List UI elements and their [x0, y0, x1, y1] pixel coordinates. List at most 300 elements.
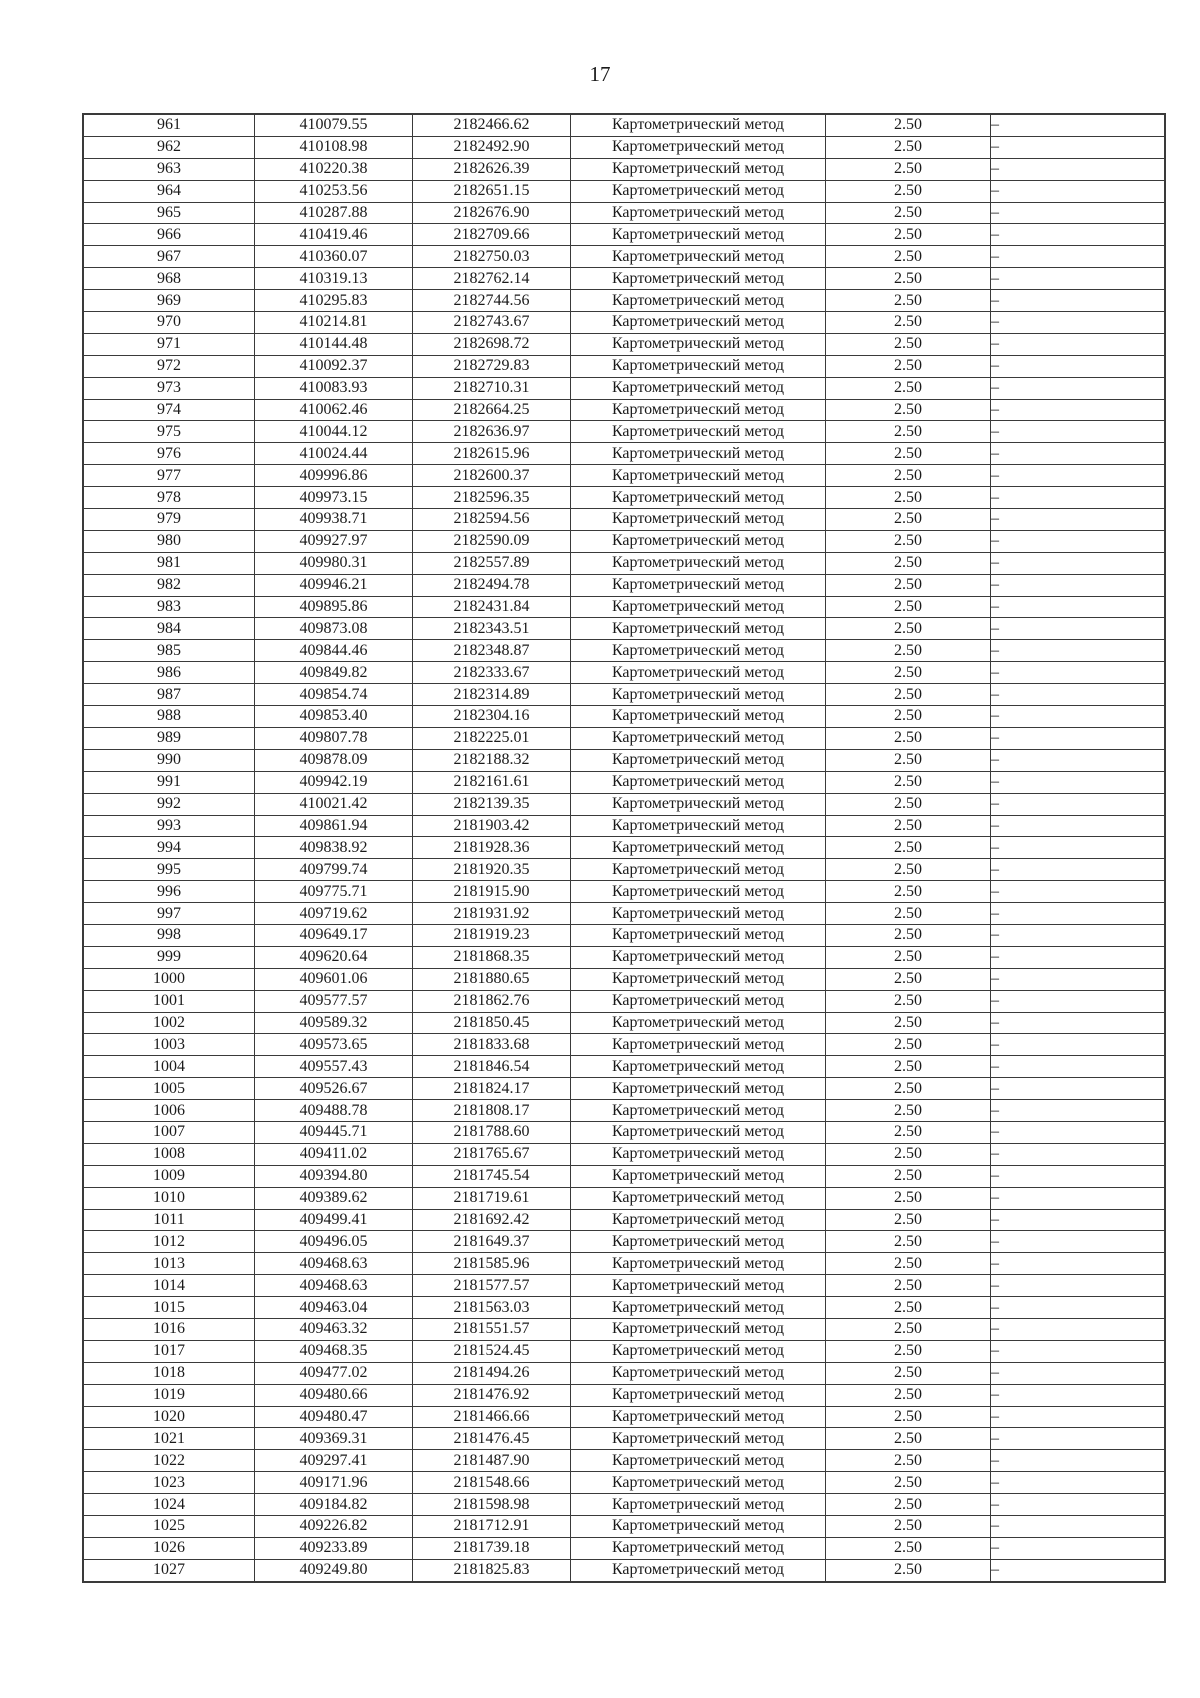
point-number-cell: 967	[83, 246, 255, 268]
accuracy-cell: 2.50	[826, 793, 991, 815]
point-number-cell: 969	[83, 290, 255, 312]
method-cell: Картометрический метод	[571, 968, 826, 990]
table-row	[83, 1187, 1165, 1209]
note-cell: –	[991, 1078, 1166, 1100]
accuracy-cell: 2.50	[826, 596, 991, 618]
x-coordinate-cell: 409233.89	[255, 1537, 413, 1559]
accuracy-cell: 2.50	[826, 509, 991, 531]
x-coordinate-cell: 409878.09	[255, 749, 413, 771]
method-cell: Картометрический метод	[571, 618, 826, 640]
y-coordinate-cell: 2181920.35	[413, 859, 571, 881]
method-cell: Картометрический метод	[571, 946, 826, 968]
note-cell: –	[991, 793, 1166, 815]
method-cell: Картометрический метод	[571, 1253, 826, 1275]
x-coordinate-cell: 409468.35	[255, 1340, 413, 1362]
point-number-cell: 1026	[83, 1537, 255, 1559]
point-number-cell: 972	[83, 355, 255, 377]
table-row	[83, 268, 1165, 290]
y-coordinate-cell: 2182636.97	[413, 421, 571, 443]
method-cell: Картометрический метод	[571, 1275, 826, 1297]
y-coordinate-cell: 2181915.90	[413, 881, 571, 903]
point-number-cell: 1004	[83, 1056, 255, 1078]
accuracy-cell: 2.50	[826, 990, 991, 1012]
accuracy-cell: 2.50	[826, 618, 991, 640]
accuracy-cell: 2.50	[826, 968, 991, 990]
point-number-cell: 1007	[83, 1121, 255, 1143]
method-cell: Картометрический метод	[571, 1209, 826, 1231]
table-row	[83, 1056, 1165, 1078]
point-number-cell: 998	[83, 924, 255, 946]
x-coordinate-cell: 410319.13	[255, 268, 413, 290]
method-cell: Картометрический метод	[571, 1121, 826, 1143]
note-cell: –	[991, 1362, 1166, 1384]
accuracy-cell: 2.50	[826, 684, 991, 706]
accuracy-cell: 2.50	[826, 290, 991, 312]
x-coordinate-cell: 409620.64	[255, 946, 413, 968]
y-coordinate-cell: 2182676.90	[413, 202, 571, 224]
x-coordinate-cell: 409184.82	[255, 1494, 413, 1516]
table-row	[83, 202, 1165, 224]
y-coordinate-cell: 2182225.01	[413, 727, 571, 749]
method-cell: Картометрический метод	[571, 1187, 826, 1209]
point-number-cell: 991	[83, 771, 255, 793]
accuracy-cell: 2.50	[826, 202, 991, 224]
note-cell: –	[991, 202, 1166, 224]
table-row	[83, 1340, 1165, 1362]
x-coordinate-cell: 409480.47	[255, 1406, 413, 1428]
table-row	[83, 377, 1165, 399]
method-cell: Картометрический метод	[571, 399, 826, 421]
y-coordinate-cell: 2182596.35	[413, 487, 571, 509]
method-cell: Картометрический метод	[571, 1406, 826, 1428]
y-coordinate-cell: 2182762.14	[413, 268, 571, 290]
table-row	[83, 1472, 1165, 1494]
point-number-cell: 1000	[83, 968, 255, 990]
accuracy-cell: 2.50	[826, 1143, 991, 1165]
method-cell: Картометрический метод	[571, 903, 826, 925]
x-coordinate-cell: 409577.57	[255, 990, 413, 1012]
point-number-cell: 997	[83, 903, 255, 925]
x-coordinate-cell: 409719.62	[255, 903, 413, 925]
point-number-cell: 963	[83, 158, 255, 180]
note-cell: –	[991, 837, 1166, 859]
point-number-cell: 981	[83, 552, 255, 574]
note-cell: –	[991, 1012, 1166, 1034]
note-cell: –	[991, 1406, 1166, 1428]
accuracy-cell: 2.50	[826, 727, 991, 749]
note-cell: –	[991, 706, 1166, 728]
note-cell: –	[991, 1100, 1166, 1122]
table-row	[83, 224, 1165, 246]
point-number-cell: 995	[83, 859, 255, 881]
table-row	[83, 1428, 1165, 1450]
x-coordinate-cell: 410220.38	[255, 158, 413, 180]
y-coordinate-cell: 2182161.61	[413, 771, 571, 793]
accuracy-cell: 2.50	[826, 815, 991, 837]
point-number-cell: 962	[83, 136, 255, 158]
method-cell: Картометрический метод	[571, 1318, 826, 1340]
point-number-cell: 1017	[83, 1340, 255, 1362]
method-cell: Картометрический метод	[571, 180, 826, 202]
table-row	[83, 1297, 1165, 1319]
accuracy-cell: 2.50	[826, 903, 991, 925]
method-cell: Картометрический метод	[571, 1428, 826, 1450]
x-coordinate-cell: 409996.86	[255, 465, 413, 487]
y-coordinate-cell: 2181476.92	[413, 1384, 571, 1406]
table-row	[83, 1034, 1165, 1056]
table-row	[83, 1165, 1165, 1187]
x-coordinate-cell: 409389.62	[255, 1187, 413, 1209]
method-cell: Картометрический метод	[571, 465, 826, 487]
x-coordinate-cell: 410144.48	[255, 333, 413, 355]
x-coordinate-cell: 409980.31	[255, 552, 413, 574]
accuracy-cell: 2.50	[826, 574, 991, 596]
y-coordinate-cell: 2181919.23	[413, 924, 571, 946]
method-cell: Картометрический метод	[571, 662, 826, 684]
y-coordinate-cell: 2182343.51	[413, 618, 571, 640]
accuracy-cell: 2.50	[826, 1297, 991, 1319]
table-row	[83, 1318, 1165, 1340]
y-coordinate-cell: 2181692.42	[413, 1209, 571, 1231]
table-row	[83, 640, 1165, 662]
point-number-cell: 1025	[83, 1516, 255, 1538]
note-cell: –	[991, 312, 1166, 334]
y-coordinate-cell: 2181577.57	[413, 1275, 571, 1297]
note-cell: –	[991, 1537, 1166, 1559]
y-coordinate-cell: 2181563.03	[413, 1297, 571, 1319]
y-coordinate-cell: 2182494.78	[413, 574, 571, 596]
point-number-cell: 980	[83, 530, 255, 552]
note-cell: –	[991, 465, 1166, 487]
table-row	[83, 1143, 1165, 1165]
accuracy-cell: 2.50	[826, 487, 991, 509]
y-coordinate-cell: 2182139.35	[413, 793, 571, 815]
y-coordinate-cell: 2181868.35	[413, 946, 571, 968]
point-number-cell: 1010	[83, 1187, 255, 1209]
point-number-cell: 966	[83, 224, 255, 246]
x-coordinate-cell: 410253.56	[255, 180, 413, 202]
x-coordinate-cell: 409394.80	[255, 1165, 413, 1187]
y-coordinate-cell: 2182626.39	[413, 158, 571, 180]
note-cell: –	[991, 552, 1166, 574]
table-row	[83, 903, 1165, 925]
x-coordinate-cell: 409557.43	[255, 1056, 413, 1078]
note-cell: –	[991, 158, 1166, 180]
method-cell: Картометрический метод	[571, 1559, 826, 1581]
note-cell: –	[991, 1450, 1166, 1472]
y-coordinate-cell: 2182348.87	[413, 640, 571, 662]
method-cell: Картометрический метод	[571, 596, 826, 618]
note-cell: –	[991, 333, 1166, 355]
y-coordinate-cell: 2181808.17	[413, 1100, 571, 1122]
method-cell: Картометрический метод	[571, 1516, 826, 1538]
point-number-cell: 994	[83, 837, 255, 859]
note-cell: –	[991, 1318, 1166, 1340]
method-cell: Картометрический метод	[571, 727, 826, 749]
y-coordinate-cell: 2181745.54	[413, 1165, 571, 1187]
table-row	[83, 136, 1165, 158]
note-cell: –	[991, 1384, 1166, 1406]
y-coordinate-cell: 2181487.90	[413, 1450, 571, 1472]
table-row	[83, 684, 1165, 706]
table-row	[83, 246, 1165, 268]
accuracy-cell: 2.50	[826, 1559, 991, 1581]
y-coordinate-cell: 2182729.83	[413, 355, 571, 377]
accuracy-cell: 2.50	[826, 1012, 991, 1034]
method-cell: Картометрический метод	[571, 1231, 826, 1253]
y-coordinate-cell: 2182615.96	[413, 443, 571, 465]
point-number-cell: 1018	[83, 1362, 255, 1384]
method-cell: Картометрический метод	[571, 837, 826, 859]
method-cell: Картометрический метод	[571, 290, 826, 312]
method-cell: Картометрический метод	[571, 990, 826, 1012]
x-coordinate-cell: 409854.74	[255, 684, 413, 706]
note-cell: –	[991, 1516, 1166, 1538]
accuracy-cell: 2.50	[826, 180, 991, 202]
table-row	[83, 333, 1165, 355]
method-cell: Картометрический метод	[571, 793, 826, 815]
note-cell: –	[991, 1143, 1166, 1165]
note-cell: –	[991, 1297, 1166, 1319]
note-cell: –	[991, 1253, 1166, 1275]
accuracy-cell: 2.50	[826, 1472, 991, 1494]
y-coordinate-cell: 2182466.62	[413, 114, 571, 136]
method-cell: Картометрический метод	[571, 749, 826, 771]
y-coordinate-cell: 2182594.56	[413, 509, 571, 531]
x-coordinate-cell: 409249.80	[255, 1559, 413, 1581]
y-coordinate-cell: 2182710.31	[413, 377, 571, 399]
table-row	[83, 552, 1165, 574]
table-row	[83, 1450, 1165, 1472]
table-row	[83, 574, 1165, 596]
y-coordinate-cell: 2182333.67	[413, 662, 571, 684]
table-row	[83, 1516, 1165, 1538]
x-coordinate-cell: 409411.02	[255, 1143, 413, 1165]
x-coordinate-cell: 409297.41	[255, 1450, 413, 1472]
x-coordinate-cell: 409775.71	[255, 881, 413, 903]
point-number-cell: 1014	[83, 1275, 255, 1297]
x-coordinate-cell: 409799.74	[255, 859, 413, 881]
method-cell: Картометрический метод	[571, 924, 826, 946]
note-cell: –	[991, 530, 1166, 552]
accuracy-cell: 2.50	[826, 1165, 991, 1187]
method-cell: Картометрический метод	[571, 1034, 826, 1056]
point-number-cell: 990	[83, 749, 255, 771]
accuracy-cell: 2.50	[826, 333, 991, 355]
note-cell: –	[991, 662, 1166, 684]
y-coordinate-cell: 2182590.09	[413, 530, 571, 552]
y-coordinate-cell: 2181524.45	[413, 1340, 571, 1362]
x-coordinate-cell: 410360.07	[255, 246, 413, 268]
accuracy-cell: 2.50	[826, 399, 991, 421]
note-cell: –	[991, 377, 1166, 399]
method-cell: Картометрический метод	[571, 224, 826, 246]
note-cell: –	[991, 1209, 1166, 1231]
point-number-cell: 1001	[83, 990, 255, 1012]
point-number-cell: 986	[83, 662, 255, 684]
table-row	[83, 399, 1165, 421]
note-cell: –	[991, 924, 1166, 946]
table-row	[83, 1231, 1165, 1253]
x-coordinate-cell: 409601.06	[255, 968, 413, 990]
table-row	[83, 1012, 1165, 1034]
table-row	[83, 158, 1165, 180]
accuracy-cell: 2.50	[826, 1450, 991, 1472]
note-cell: –	[991, 596, 1166, 618]
table-row	[83, 968, 1165, 990]
method-cell: Картометрический метод	[571, 1143, 826, 1165]
point-number-cell: 1019	[83, 1384, 255, 1406]
table-row	[83, 443, 1165, 465]
table-row	[83, 355, 1165, 377]
note-cell: –	[991, 749, 1166, 771]
method-cell: Картометрический метод	[571, 574, 826, 596]
accuracy-cell: 2.50	[826, 924, 991, 946]
x-coordinate-cell: 410287.88	[255, 202, 413, 224]
accuracy-cell: 2.50	[826, 158, 991, 180]
y-coordinate-cell: 2182600.37	[413, 465, 571, 487]
x-coordinate-cell: 409873.08	[255, 618, 413, 640]
x-coordinate-cell: 409499.41	[255, 1209, 413, 1231]
table-row	[83, 1078, 1165, 1100]
point-number-cell: 983	[83, 596, 255, 618]
point-number-cell: 1012	[83, 1231, 255, 1253]
y-coordinate-cell: 2182557.89	[413, 552, 571, 574]
table-row	[83, 530, 1165, 552]
coordinates-table-body	[83, 114, 1165, 1582]
accuracy-cell: 2.50	[826, 1428, 991, 1450]
note-cell: –	[991, 509, 1166, 531]
point-number-cell: 977	[83, 465, 255, 487]
point-number-cell: 993	[83, 815, 255, 837]
accuracy-cell: 2.50	[826, 706, 991, 728]
table-row	[83, 771, 1165, 793]
accuracy-cell: 2.50	[826, 421, 991, 443]
y-coordinate-cell: 2182744.56	[413, 290, 571, 312]
accuracy-cell: 2.50	[826, 662, 991, 684]
x-coordinate-cell: 409861.94	[255, 815, 413, 837]
point-number-cell: 984	[83, 618, 255, 640]
point-number-cell: 989	[83, 727, 255, 749]
accuracy-cell: 2.50	[826, 881, 991, 903]
y-coordinate-cell: 2182304.16	[413, 706, 571, 728]
table-row	[83, 706, 1165, 728]
x-coordinate-cell: 409895.86	[255, 596, 413, 618]
note-cell: –	[991, 443, 1166, 465]
note-cell: –	[991, 771, 1166, 793]
accuracy-cell: 2.50	[826, 1056, 991, 1078]
x-coordinate-cell: 409942.19	[255, 771, 413, 793]
x-coordinate-cell: 410083.93	[255, 377, 413, 399]
method-cell: Картометрический метод	[571, 684, 826, 706]
y-coordinate-cell: 2182743.67	[413, 312, 571, 334]
note-cell: –	[991, 574, 1166, 596]
y-coordinate-cell: 2181824.17	[413, 1078, 571, 1100]
table-row	[83, 1384, 1165, 1406]
method-cell: Картометрический метод	[571, 1165, 826, 1187]
y-coordinate-cell: 2181850.45	[413, 1012, 571, 1034]
method-cell: Картометрический метод	[571, 114, 826, 136]
accuracy-cell: 2.50	[826, 640, 991, 662]
note-cell: –	[991, 355, 1166, 377]
method-cell: Картометрический метод	[571, 1362, 826, 1384]
note-cell: –	[991, 618, 1166, 640]
y-coordinate-cell: 2182431.84	[413, 596, 571, 618]
x-coordinate-cell: 410024.44	[255, 443, 413, 465]
y-coordinate-cell: 2182314.89	[413, 684, 571, 706]
table-row	[83, 1406, 1165, 1428]
method-cell: Картометрический метод	[571, 487, 826, 509]
note-cell: –	[991, 290, 1166, 312]
method-cell: Картометрический метод	[571, 136, 826, 158]
y-coordinate-cell: 2181788.60	[413, 1121, 571, 1143]
method-cell: Картометрический метод	[571, 1012, 826, 1034]
x-coordinate-cell: 409589.32	[255, 1012, 413, 1034]
x-coordinate-cell: 410044.12	[255, 421, 413, 443]
point-number-cell: 974	[83, 399, 255, 421]
note-cell: –	[991, 1428, 1166, 1450]
point-number-cell: 1005	[83, 1078, 255, 1100]
note-cell: –	[991, 136, 1166, 158]
point-number-cell: 976	[83, 443, 255, 465]
accuracy-cell: 2.50	[826, 1253, 991, 1275]
note-cell: –	[991, 1165, 1166, 1187]
x-coordinate-cell: 409844.46	[255, 640, 413, 662]
x-coordinate-cell: 409369.31	[255, 1428, 413, 1450]
table-row	[83, 1100, 1165, 1122]
table-row	[83, 114, 1165, 136]
y-coordinate-cell: 2181551.57	[413, 1318, 571, 1340]
note-cell: –	[991, 1472, 1166, 1494]
method-cell: Картометрический метод	[571, 1297, 826, 1319]
method-cell: Картометрический метод	[571, 1340, 826, 1362]
table-row	[83, 421, 1165, 443]
method-cell: Картометрический метод	[571, 509, 826, 531]
method-cell: Картометрический метод	[571, 246, 826, 268]
point-number-cell: 1016	[83, 1318, 255, 1340]
method-cell: Картометрический метод	[571, 421, 826, 443]
method-cell: Картометрический метод	[571, 815, 826, 837]
table-row	[83, 596, 1165, 618]
note-cell: –	[991, 180, 1166, 202]
y-coordinate-cell: 2182698.72	[413, 333, 571, 355]
accuracy-cell: 2.50	[826, 1516, 991, 1538]
x-coordinate-cell: 409468.63	[255, 1275, 413, 1297]
y-coordinate-cell: 2181712.91	[413, 1516, 571, 1538]
note-cell: –	[991, 968, 1166, 990]
accuracy-cell: 2.50	[826, 1318, 991, 1340]
x-coordinate-cell: 409973.15	[255, 487, 413, 509]
note-cell: –	[991, 1275, 1166, 1297]
method-cell: Картометрический метод	[571, 377, 826, 399]
method-cell: Картометрический метод	[571, 1056, 826, 1078]
y-coordinate-cell: 2181739.18	[413, 1537, 571, 1559]
method-cell: Картометрический метод	[571, 1494, 826, 1516]
method-cell: Картометрический метод	[571, 859, 826, 881]
x-coordinate-cell: 410021.42	[255, 793, 413, 815]
y-coordinate-cell: 2181649.37	[413, 1231, 571, 1253]
note-cell: –	[991, 224, 1166, 246]
table-row	[83, 859, 1165, 881]
x-coordinate-cell: 410108.98	[255, 136, 413, 158]
point-number-cell: 1027	[83, 1559, 255, 1581]
note-cell: –	[991, 990, 1166, 1012]
x-coordinate-cell: 409477.02	[255, 1362, 413, 1384]
point-number-cell: 1021	[83, 1428, 255, 1450]
table-row	[83, 837, 1165, 859]
accuracy-cell: 2.50	[826, 1275, 991, 1297]
accuracy-cell: 2.50	[826, 1494, 991, 1516]
